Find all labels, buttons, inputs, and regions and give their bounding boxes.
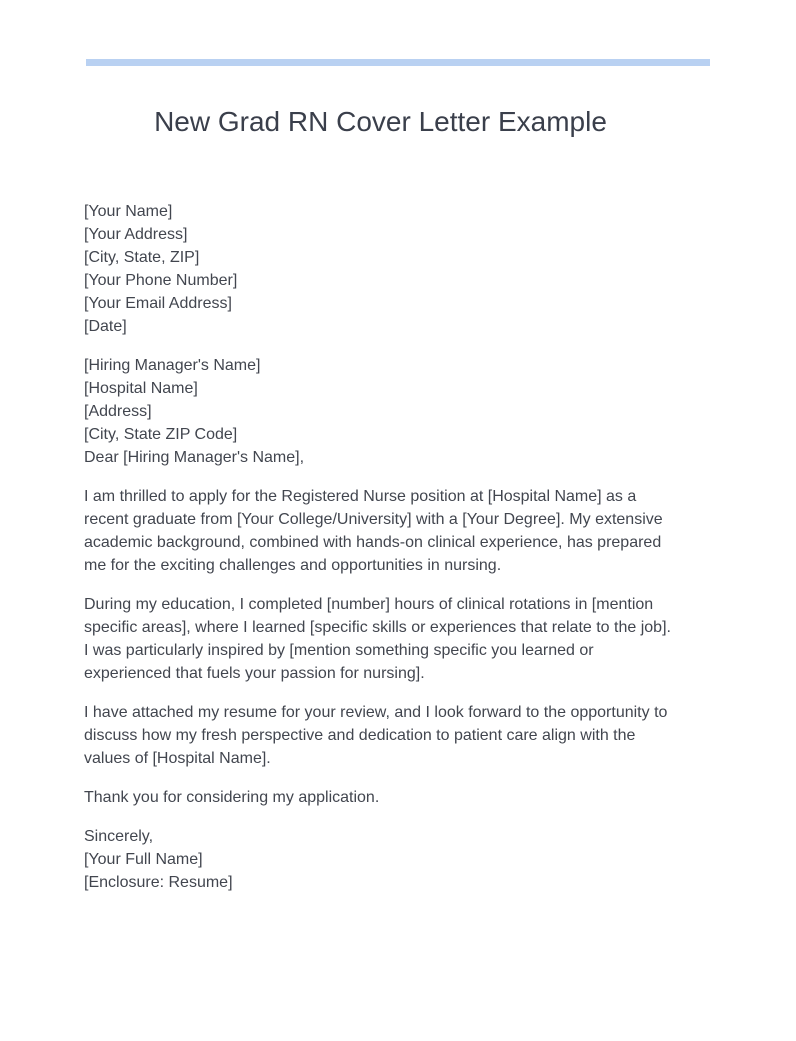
letter-body [84, 200, 704, 894]
paragraph-education [84, 593, 704, 685]
closing-block [84, 825, 704, 894]
paragraph-line: During my education, I completed [number] hours of clinical rotations in [mention [84, 596, 654, 613]
sender-name: [Your Name] [84, 203, 173, 220]
recipient-name: [Hiring Manager's Name] [84, 357, 261, 374]
sender-city: [City, State, ZIP] [84, 249, 200, 266]
paragraph-line: I was particularly inspired by [mention something specific you learned or [84, 642, 594, 659]
paragraph-line: I am thrilled to apply for the Registered Nurse position at [Hospital Name] as a [84, 488, 637, 505]
enclosure-note: [Enclosure: Resume] [84, 874, 233, 891]
paragraph-line: I have attached my resume for your review, and I look forward to the opportunity to [84, 704, 668, 721]
paragraph-thanks [84, 786, 704, 809]
paragraph-line: specific areas], where I learned [specific skills or experiences that relate to the job]. [84, 619, 671, 636]
sign-off: Sincerely, [84, 828, 154, 845]
paragraph-line: discuss how my fresh perspective and dedication to patient care align with the [84, 727, 636, 744]
paragraph-resume [84, 701, 704, 770]
paragraph-intro [84, 485, 704, 577]
paragraph-line: me for the exciting challenges and opportunities in nursing. [84, 557, 502, 574]
signature-name: [Your Full Name] [84, 851, 203, 868]
sender-address: [Your Address] [84, 226, 188, 243]
recipient-hospital: [Hospital Name] [84, 380, 198, 397]
paragraph-line: recent graduate from [Your College/University] with a [Your Degree]. My extensive [84, 511, 663, 528]
paragraph-line: values of [Hospital Name]. [84, 750, 271, 767]
salutation: Dear [Hiring Manager's Name], [84, 449, 305, 466]
paragraph-line: experienced that fuels your passion for nursing]. [84, 665, 425, 682]
recipient-address: [Address] [84, 403, 152, 420]
letter-date: [Date] [84, 318, 127, 335]
paragraph-line: Thank you for considering my application. [84, 789, 380, 806]
paragraph-line: academic background, combined with hands-on clinical experience, has prepared [84, 534, 662, 551]
recipient-block [84, 354, 704, 469]
sender-email: [Your Email Address] [84, 295, 232, 312]
recipient-city: [City, State ZIP Code] [84, 426, 238, 443]
sender-phone: [Your Phone Number] [84, 272, 238, 289]
header-rule [86, 59, 710, 66]
page-title: New Grad RN Cover Letter Example [154, 106, 607, 137]
sender-block [84, 200, 704, 338]
